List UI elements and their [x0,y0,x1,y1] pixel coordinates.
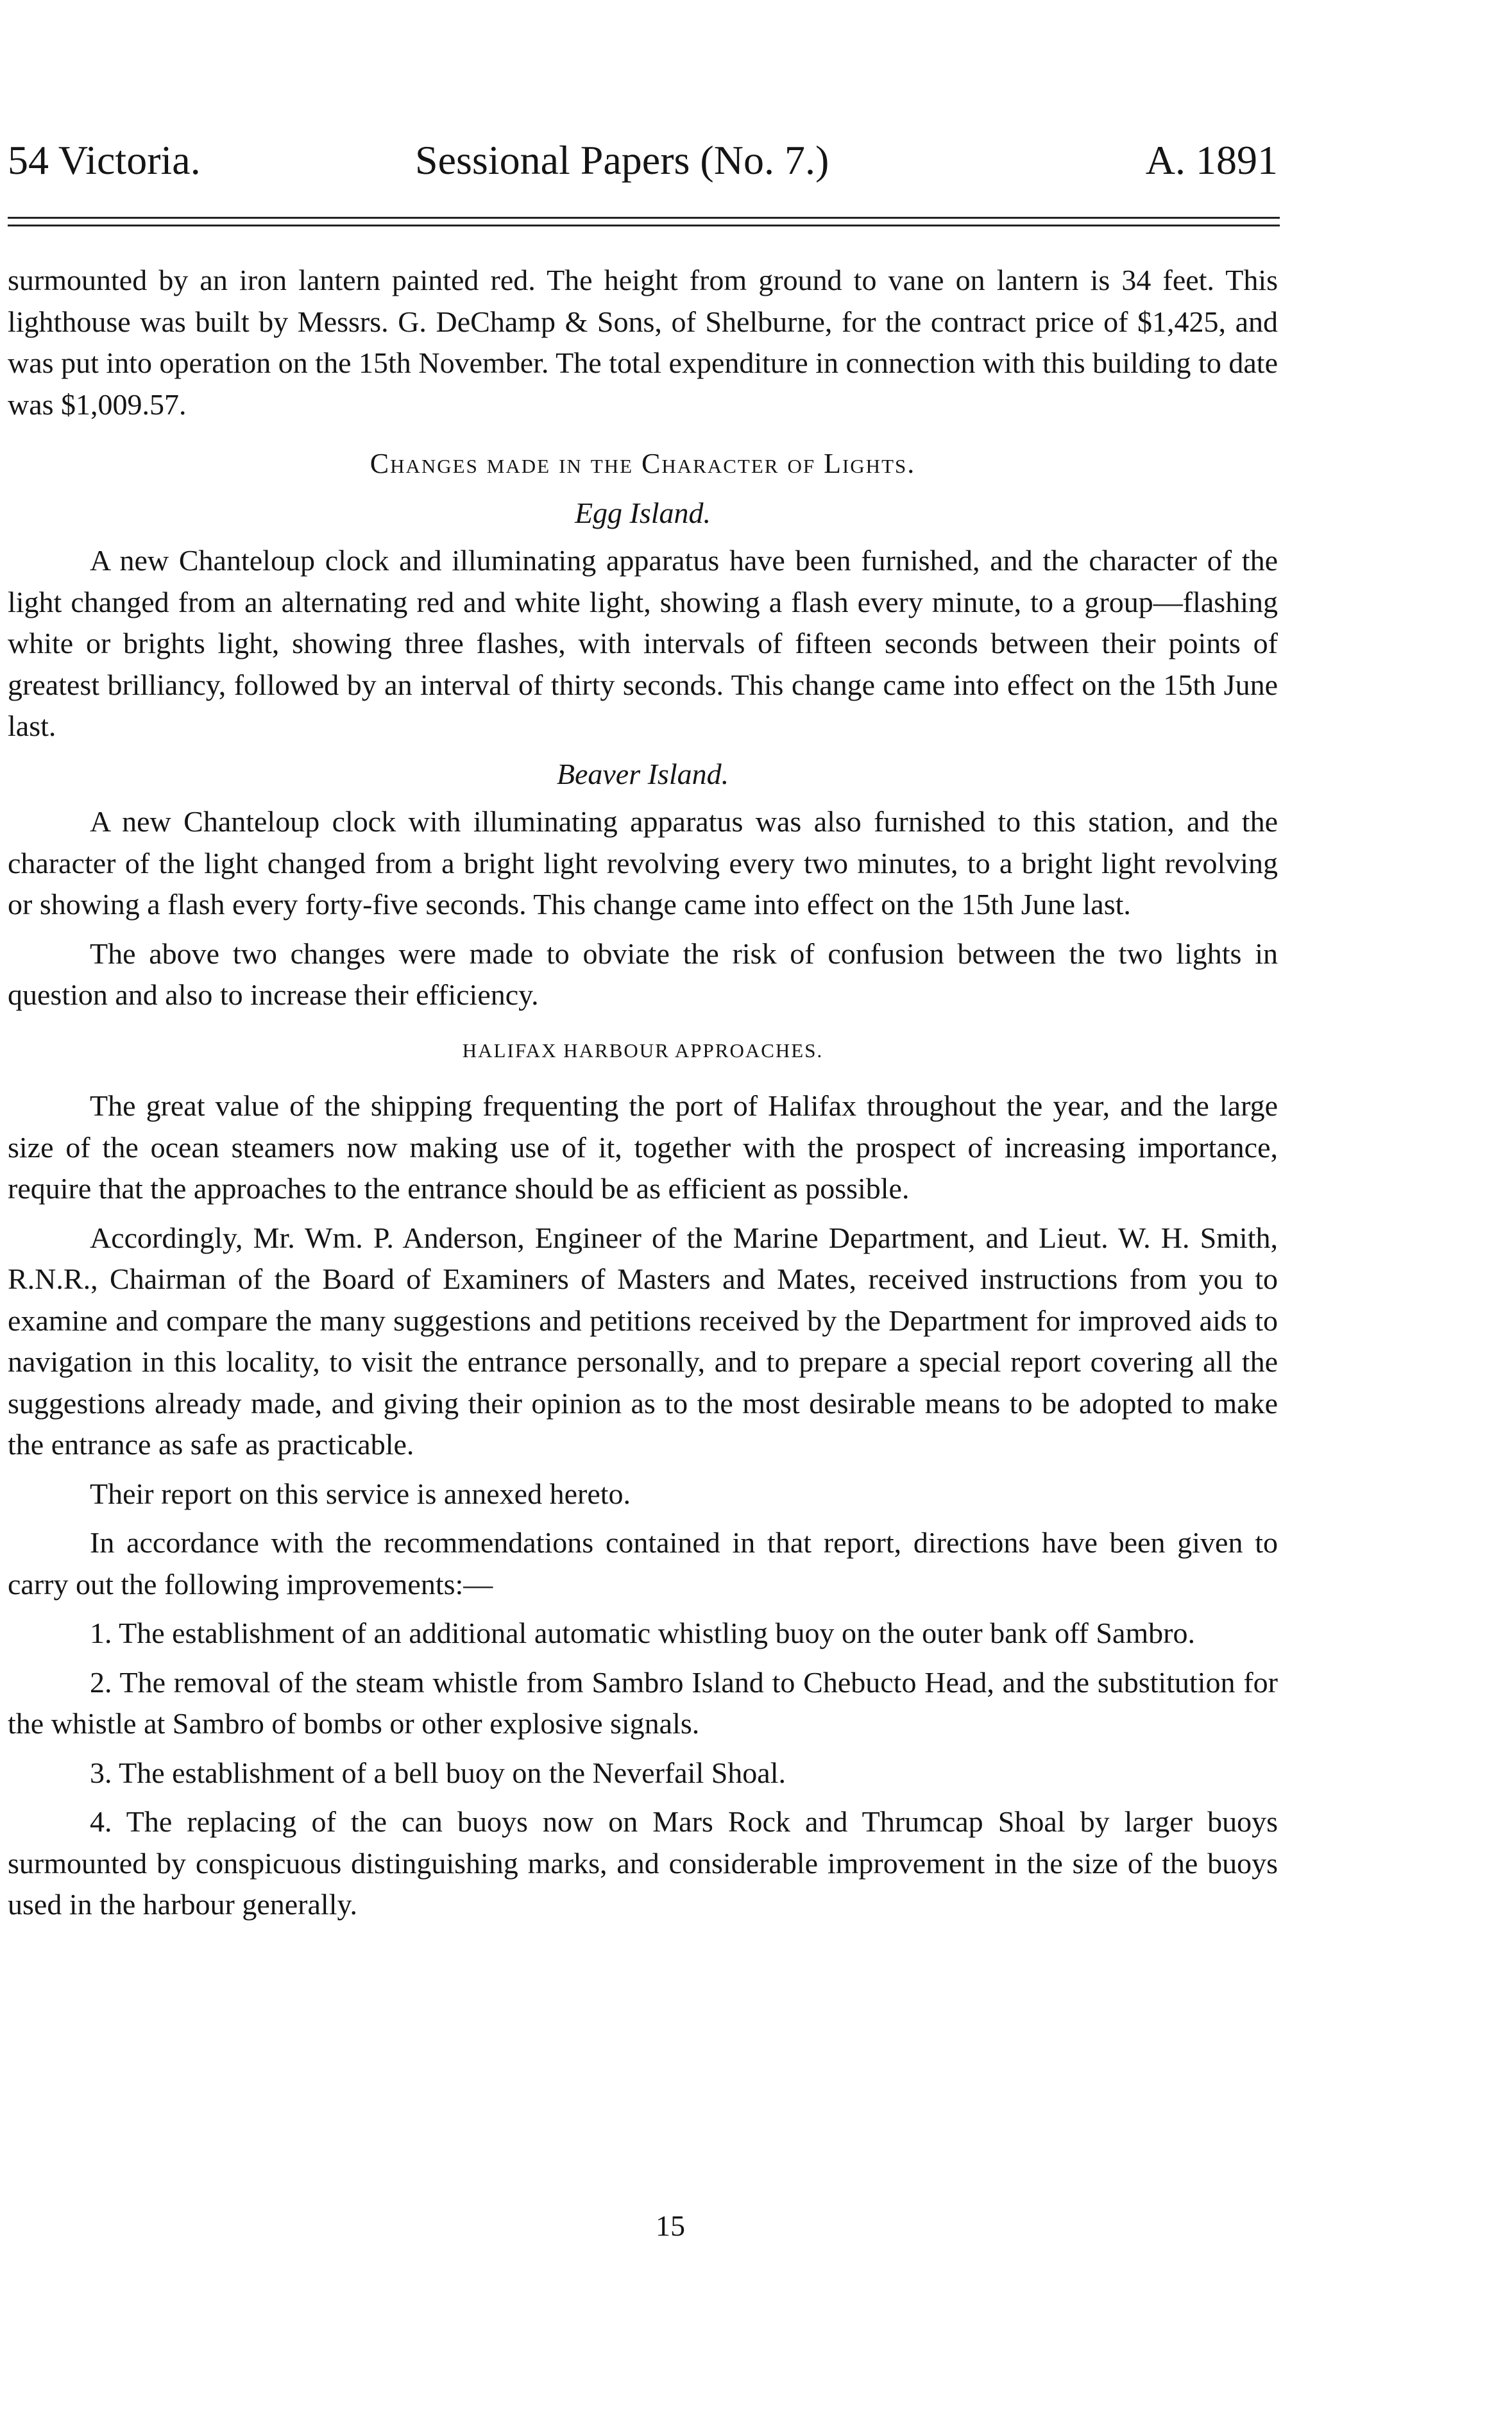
paragraph-accordingly: Accordingly, Mr. Wm. P. Anderson, Engineer of the Marine Department, and Lieut. W. H. Smith, R.N.R., Chairman of the Board of Examiners of Masters and Mates, received instructions from you to examine and compare the many suggestions and petitions received by the Department for improved aids to navigation in this locality, to visit the entrance personally, and to prepare a special report covering all the suggestions already made, and giving their opinion as to the most desirable means to be adopted to make the entrance as safe as practicable. [8,1221,1278,1461]
section-heading-changes: Changes made in the Character of Lights. [370,448,916,479]
header-year: A. 1891 [1145,137,1278,183]
paragraph-above-changes: The above two changes were made to obviate the risk of confusion between the two lights in question and also to increase their efficiency. [8,937,1278,1011]
paragraph-report-annexed: Their report on this service is annexed hereto. [90,1477,631,1510]
list-item-2: 2. The removal of the steam whistle from Sambro Island to Chebucto Head, and the substitution for the whistle at Sambro of bombs or other explosive signals. [8,1665,1278,1740]
header-rule-top [8,217,1280,219]
header-title: Sessional Papers (No. 7.) [415,137,829,183]
running-header [8,135,1278,186]
body-text [8,260,1278,1926]
list-item-1: 1. The establishment of an additional automatic whistling buoy on the outer bank off Sambro. [90,1617,1195,1649]
header-rule-bottom [8,225,1280,226]
list-item-3: 3. The establishment of a bell buoy on the Neverfail Shoal. [90,1756,786,1789]
header-session: 54 Victoria. [8,137,201,183]
subheading-egg-island: Egg Island. [574,496,711,529]
paragraph-egg-island: A new Chanteloup clock and illuminating apparatus have been furnished, and the character of the light changed from an alternating red and white light, showing a flash every minute, to a group—flashing white or brights light, showing three flashes, with intervals of fifteen seconds between their points of greatest brilliancy, followed by an interval of thirty seconds. This change came into effect on the 15th June last. [8,544,1278,742]
section-heading-halifax: HALIFAX HARBOUR APPROACHES. [462,1039,824,1062]
paragraph-great-value: The great value of the shipping frequenting the port of Halifax throughout the year, and the large size of the ocean steamers now making use of it, together with the prospect of increasing importance, require that the approaches to the entrance should be as efficient as possible. [8,1089,1278,1205]
paragraph-lighthouse-continued: surmounted by an iron lantern painted red. The height from ground to vane on lantern is 34 feet. This lighthouse was built by Messrs. G. DeChamp & Sons, of Shelburne, for the contract price of $1,425, and was put into operation on the 15th November. The total expenditure in connection with this building to date was $1,009.57. [8,264,1278,421]
paragraph-in-accordance: In accordance with the recommendations contained in that report, directions have been given to carry out the following improvements:— [8,1526,1278,1601]
paragraph-beaver-island: A new Chanteloup clock with illuminating apparatus was also furnished to this station, and the character of the light changed from a bright light revolving every two minutes, to a bright light revolving or showing a flash every forty-five seconds. This change came into effect on the 15th June last. [8,805,1278,921]
page-number: 15 [656,2209,685,2242]
subheading-beaver-island: Beaver Island. [556,757,729,790]
list-item-4: 4. The replacing of the can buoys now on Mars Rock and Thrumcap Shoal by larger buoys surmounted by conspicuous distinguishing marks, and considerable improvement in the size of the buoys used in the harbour generally. [8,1805,1278,1921]
